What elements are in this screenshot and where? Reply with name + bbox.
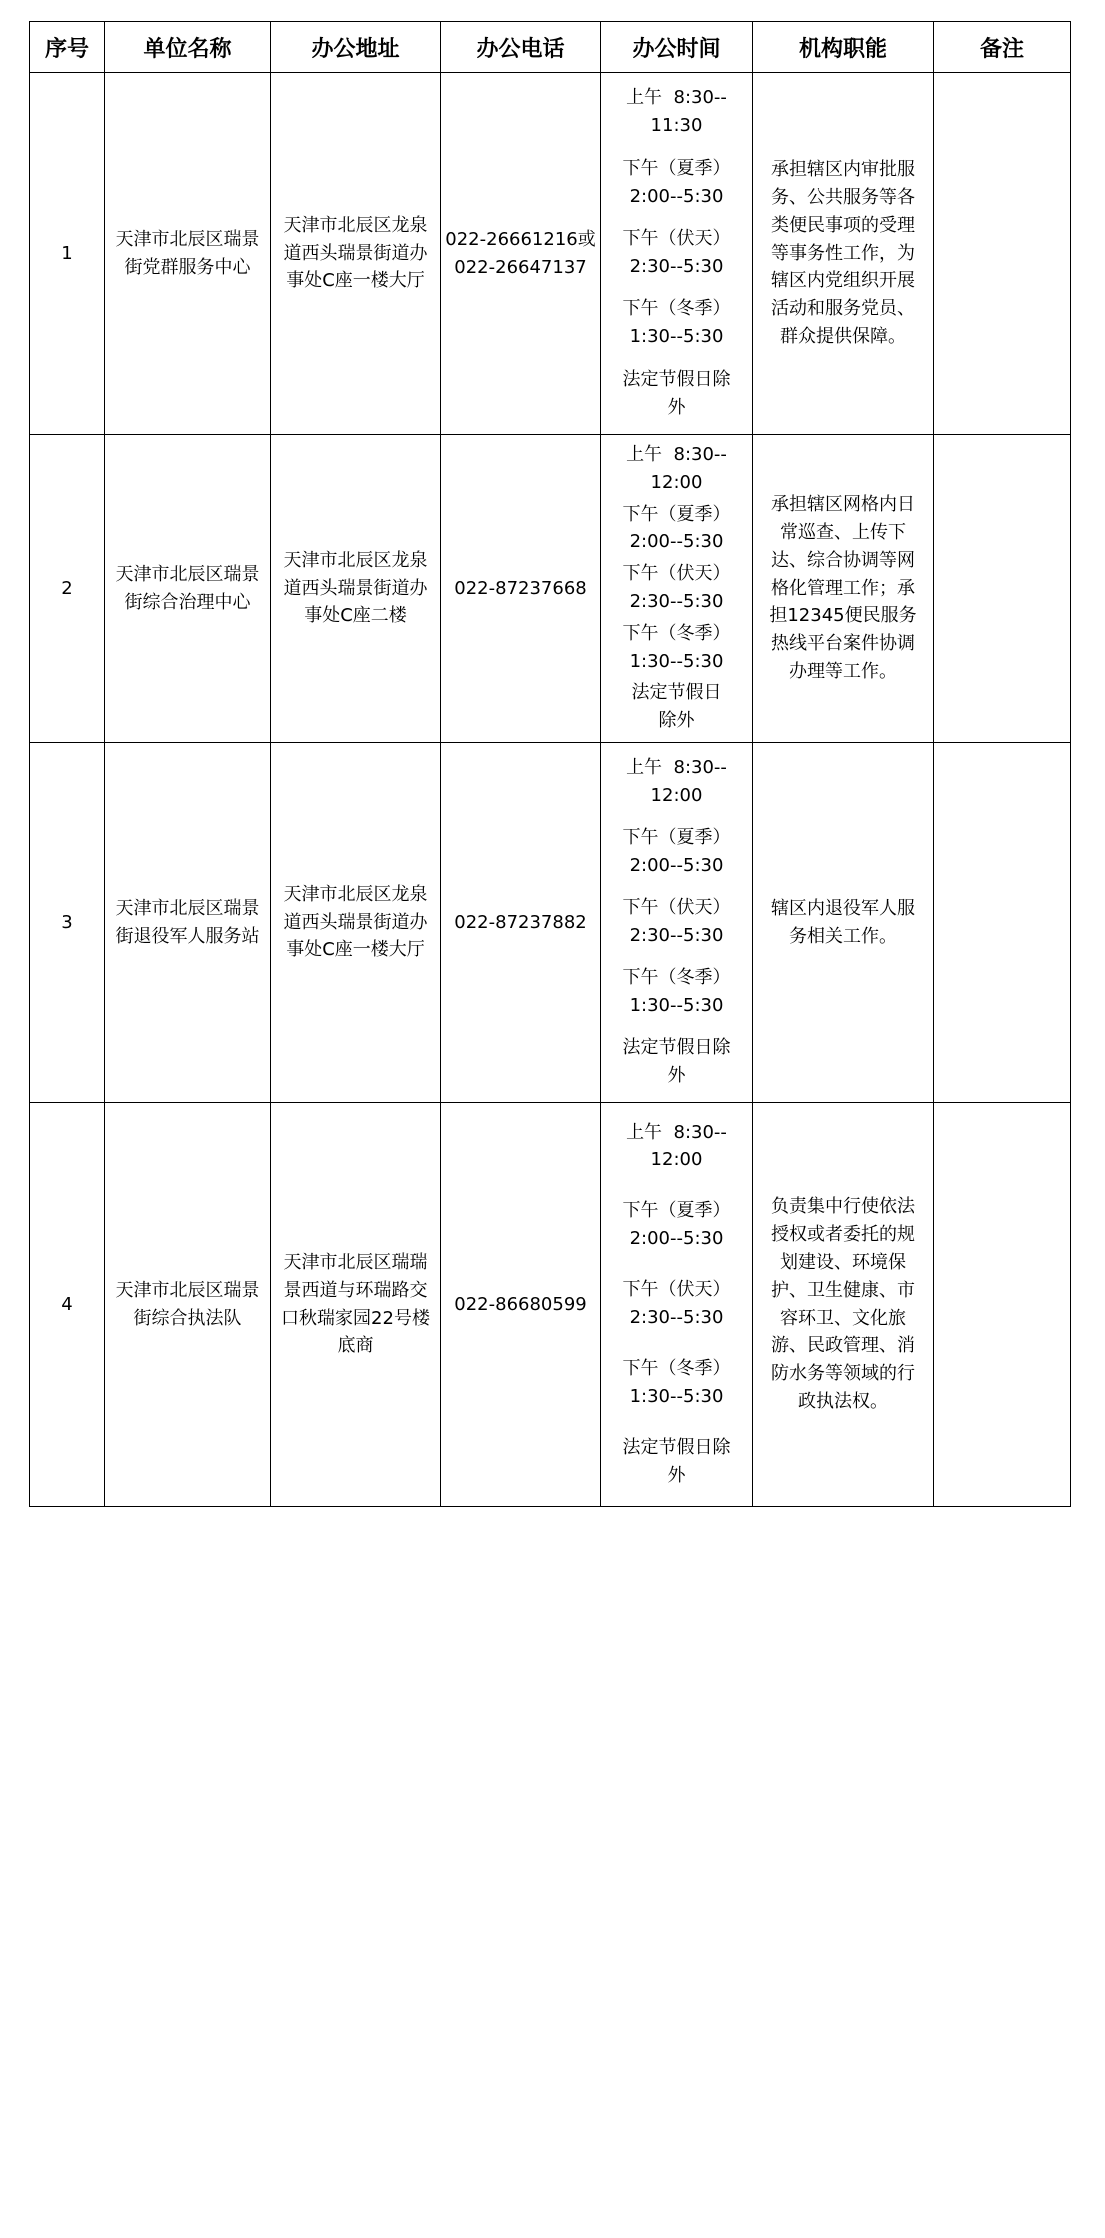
unit-name: 天津市北辰区瑞景街党群服务中心 xyxy=(105,73,271,435)
hours-winter: 下午（冬季） 1:30--5:30 xyxy=(622,622,731,672)
remark xyxy=(934,435,1071,743)
function xyxy=(753,1103,934,1507)
function-text: 负责集中行使依法授权或者委托的规划建设、环境保护、卫生健康、市容环卫、文化旅游、民政管理、消防水务等领域的行政执法权。 xyxy=(771,1195,915,1413)
header-phone: 办公电话 xyxy=(441,22,601,73)
hours-holiday: 法定节假日除 外 xyxy=(622,1037,731,1086)
hours-summer: 下午（夏季） 2:00--5:30 xyxy=(622,503,731,553)
table-row xyxy=(30,435,1071,743)
remark xyxy=(934,1103,1071,1507)
unit-name: 天津市北辰区瑞景街综合执法队 xyxy=(105,1103,271,1507)
table-row xyxy=(30,73,1071,435)
remark xyxy=(934,73,1071,435)
row-index: 3 xyxy=(30,743,105,1103)
office-hours xyxy=(601,1103,753,1507)
office-directory-table xyxy=(29,21,1071,1507)
header-function: 机构职能 xyxy=(753,22,934,73)
address: 天津市北辰区龙泉道西头瑞景街道办事处C座二楼 xyxy=(271,435,441,743)
header-office-hours: 办公时间 xyxy=(601,22,753,73)
header-address: 办公地址 xyxy=(271,22,441,73)
hours-morning: 上午 8:30-- 11:30 xyxy=(626,87,727,137)
phone: 022-87237668 xyxy=(441,435,601,743)
unit-name: 天津市北辰区瑞景街综合治理中心 xyxy=(105,435,271,743)
hours-dogdays: 下午（伏天） 2:30--5:30 xyxy=(622,563,731,612)
hours-morning: 上午 8:30-- 12:00 xyxy=(626,757,727,806)
row-index: 2 xyxy=(30,435,105,743)
hours-summer: 下午（夏季） 2:00--5:30 xyxy=(622,157,731,207)
row-index: 4 xyxy=(30,1103,105,1507)
office-hours xyxy=(601,435,753,743)
phone: 022-26661216或022-26647137 xyxy=(441,73,601,435)
address: 天津市北辰区龙泉道西头瑞景街道办事处C座一楼大厅 xyxy=(271,743,441,1103)
table-row xyxy=(30,1103,1071,1507)
function-text: 辖区内退役军人服务相关工作。 xyxy=(771,897,915,947)
header-unit-name: 单位名称 xyxy=(105,22,271,73)
unit-name: 天津市北辰区瑞景街退役军人服务站 xyxy=(105,743,271,1103)
table-row xyxy=(30,743,1071,1103)
phone: 022-87237882 xyxy=(441,743,601,1103)
function-text: 承担辖区网格内日常巡查、上传下达、综合协调等网格化管理工作；承担12345便民服务热线平台案件协调办理等工作。 xyxy=(769,493,917,683)
function xyxy=(753,73,934,435)
hours-winter: 下午（冬季） 1:30--5:30 xyxy=(622,1357,731,1407)
remark xyxy=(934,743,1071,1103)
hours-summer: 下午（夏季） 2:00--5:30 xyxy=(622,1200,731,1250)
function xyxy=(753,743,934,1103)
header-index: 序号 xyxy=(30,22,105,73)
hours-dogdays: 下午（伏天） 2:30--5:30 xyxy=(622,1279,731,1328)
hours-dogdays: 下午（伏天） 2:30--5:30 xyxy=(622,897,731,946)
address: 天津市北辰区瑞瑞景西道与环瑞路交口秋瑞家园22号楼底商 xyxy=(271,1103,441,1507)
hours-winter: 下午（冬季） 1:30--5:30 xyxy=(622,967,731,1016)
hours-dogdays: 下午（伏天） 2:30--5:30 xyxy=(622,228,731,277)
hours-morning: 上午 8:30-- 12:00 xyxy=(626,1121,727,1171)
hours-holiday: 法定节假日除 外 xyxy=(622,368,731,418)
hours-winter: 下午（冬季） 1:30--5:30 xyxy=(622,298,731,348)
office-hours xyxy=(601,743,753,1103)
row-index: 1 xyxy=(30,73,105,435)
address: 天津市北辰区龙泉道西头瑞景街道办事处C座一楼大厅 xyxy=(271,73,441,435)
hours-holiday: 法定节假日 除外 xyxy=(631,682,722,732)
hours-summer: 下午（夏季） 2:00--5:30 xyxy=(622,827,731,876)
hours-holiday: 法定节假日除 外 xyxy=(622,1436,731,1486)
function xyxy=(753,435,934,743)
office-hours xyxy=(601,73,753,435)
header-row xyxy=(30,22,1071,73)
hours-morning: 上午 8:30-- 12:00 xyxy=(626,443,727,493)
phone: 022-86680599 xyxy=(441,1103,601,1507)
header-remark: 备注 xyxy=(934,22,1071,73)
function-text: 承担辖区内审批服务、公共服务等各类便民事项的受理等事务性工作，为辖区内党组织开展活动和服务党员、群众提供保障。 xyxy=(771,158,915,348)
